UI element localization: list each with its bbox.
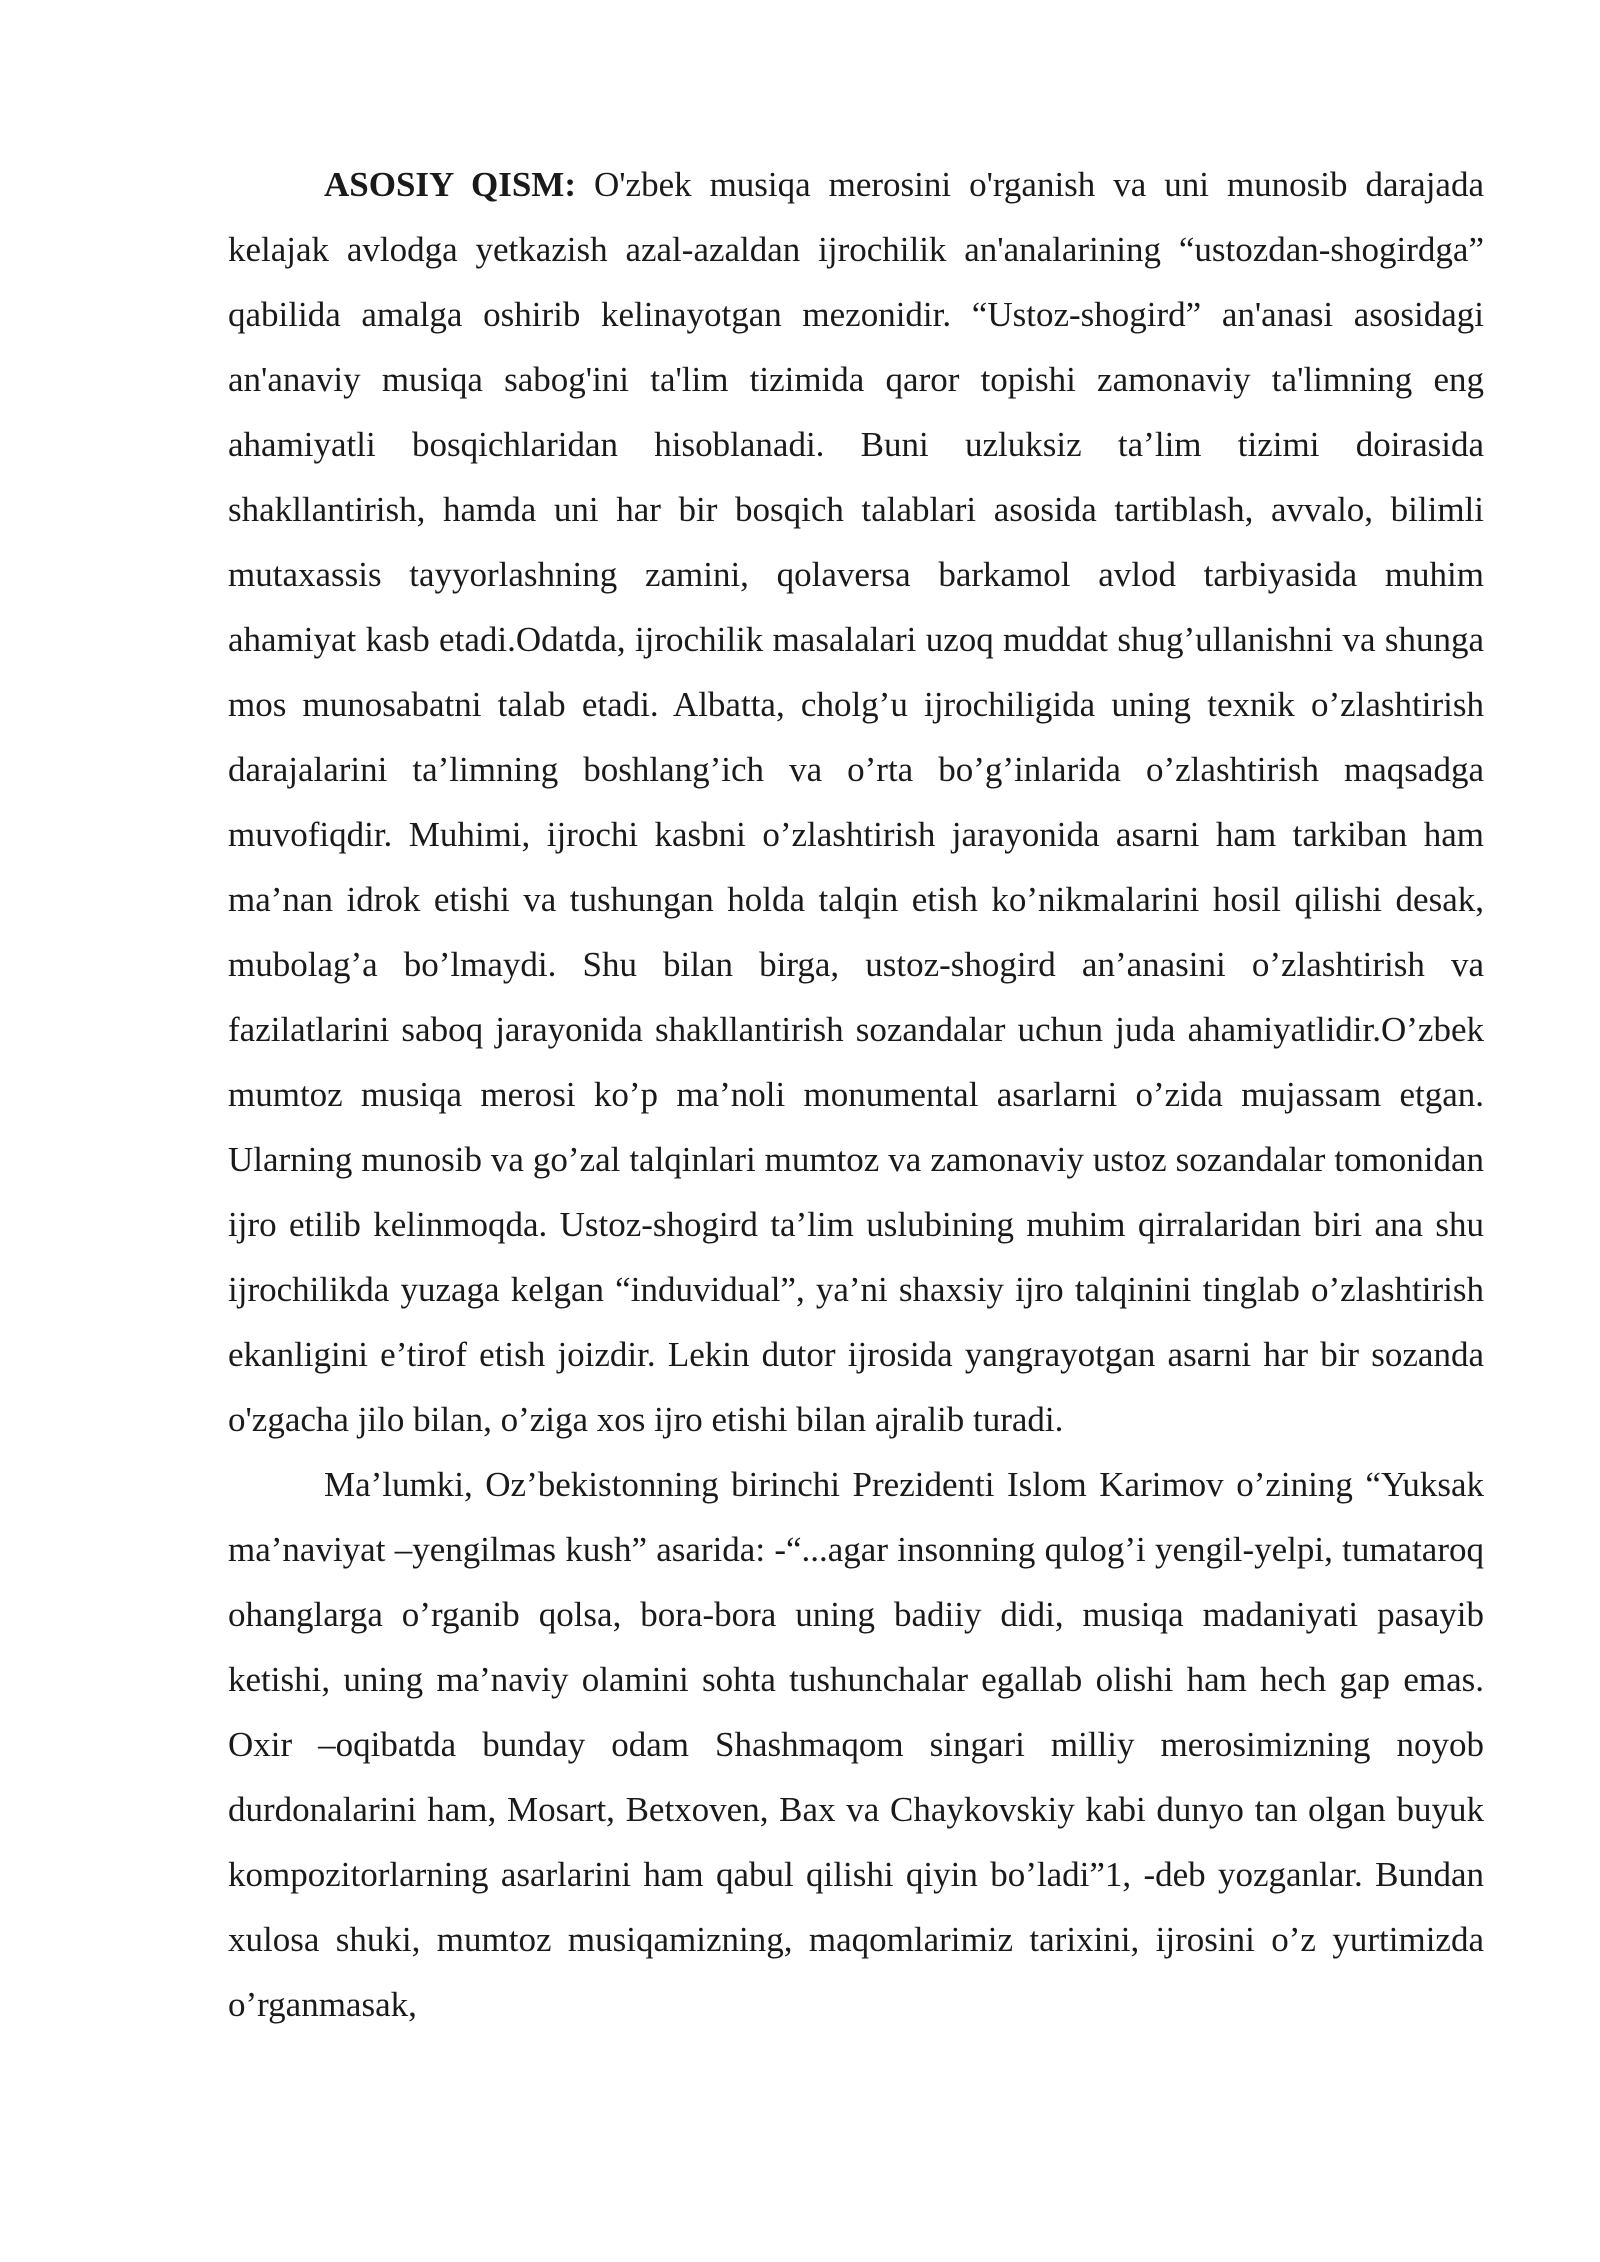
document-page	[228, 152, 1484, 2037]
paragraph-text: Ma’lumki, Oz’bekistonning birinchi Prezidenti Islom Karimov o’zining “Yuksak ma’naviyat –yengilmas kush” asarida: -“...agar insonning qulog’i yengil-yelpi, tumataroq ohanglarga o’rganib qolsa, bora-bora uning badiiy didi, musiqa madaniyati pasayib ketishi, uning ma’naviy olamini sohta tushunchalar egallab olishi ham hech gap emas. Oxir –oqibatda bunday odam Shashmaqom singari milliy merosimizning noyob durdonalarini ham, Mosart, Betxoven, Bax va Chaykovskiy kabi dunyo tan olgan buyuk kompozitorlarning asarlarini ham qabul qilishi qiyin bo’ladi”1, -deb yozganlar. Bundan xulosa shuki, mumtoz musiqamizning, maqomlarimiz tarixini, ijrosini o’z yurtimizda o’rganmasak,	[228, 1465, 1484, 2024]
paragraph-main-section	[228, 152, 1484, 1452]
paragraph-quote	[228, 1452, 1484, 2037]
paragraph-text: O'zbek musiqa merosini o'rganish va uni munosib darajada kelajak avlodga yetkazish azal-azaldan ijrochilik an'analarining “ustozdan-shogirdga” qabilida amalga oshirib kelinayotgan mezonidir. “Ustoz-shogird” an'anasi asosidagi an'anaviy musiqa sabog'ini ta'lim tizimida qaror topishi zamonaviy ta'limning eng ahamiyatli bosqichlaridan hisoblanadi. Buni uzluksiz ta’lim tizimi doirasida shakllantirish, hamda uni har bir bosqich talablari asosida tartiblash, avvalo, bilimli mutaxassis tayyorlashning zamini, qolaversa barkamol avlod tarbiyasida muhim ahamiyat kasb etadi.Odatda, ijrochilik masalalari uzoq muddat shug’ullanishni va shunga mos munosabatni talab etadi. Albatta, cholg’u ijrochiligida uning texnik o’zlashtirish darajalarini ta’limning boshlang’ich va o’rta bo’g’inlarida o’zlashtirish maqsadga muvofiqdir. Muhimi, ijrochi kasbni o’zlashtirish jarayonida asarni ham tarkiban ham ma’nan idrok etishi va tushungan holda talqin etish ko’nikmalarini hosil qilishi desak, mubolag’a bo’lmaydi. Shu bilan birga, ustoz-shogird an’anasini o’zlashtirish va fazilatlarini saboq jarayonida shakllantirish sozandalar uchun juda ahamiyatlidir.O’zbek mumtoz musiqa merosi ko’p ma’noli monumental asarlarni o’zida mujassam etgan. Ularning munosib va go’zal talqinlari mumtoz va zamonaviy ustoz sozandalar tomonidan ijro etilib kelinmoqda. Ustoz-shogird ta’lim uslubining muhim qirralaridan biri ana shu ijrochilikda yuzaga kelgan “induvidual”, ya’ni shaxsiy ijro talqinini tinglab o’zlashtirish ekanligini e’tirof etish joizdir. Lekin dutor ijrosida yangrayotgan asarni har bir sozanda o'zgacha jilo bilan, o’ziga xos ijro etishi bilan ajralib turadi.	[228, 165, 1485, 1439]
section-heading: ASOSIY QISM:	[324, 165, 576, 204]
